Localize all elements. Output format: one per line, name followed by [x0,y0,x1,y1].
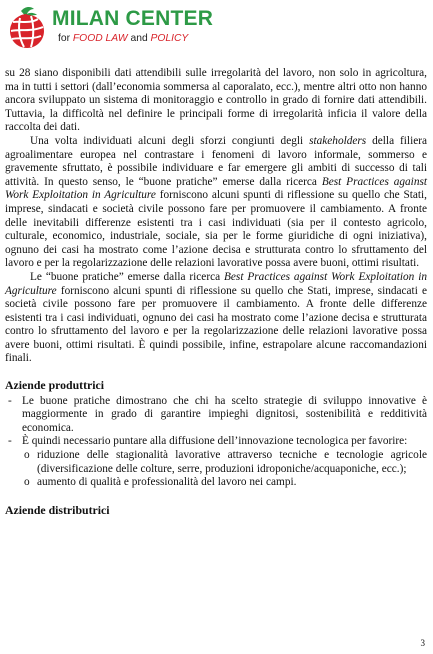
page-number: 3 [420,638,425,648]
section-heading-aziende-distributrici: Aziende distributrici [5,502,110,517]
list-item: - È quindi necessario puntare alla diffusione dell’innovazione tecnologica per favorire: o riduzione delle stagionalità lavorative attraverso tecniche e tecnologie agricole (diversificazione delle colture, serre, produzioni idroponiche/acquaponiche, ecc.); o aumento di qualità e professionalità del lavoro nei campi. [8,435,427,489]
circle-bullet: o [24,476,30,489]
section-heading-aziende-produttrici: Aziende produttrici [5,378,105,393]
sub-list-item: o riduzione delle stagionalità lavorative attraverso tecniche e tecnologie agricole (diversificazione delle colture, serre, produzioni idroponiche/acquaponiche, ecc.); [24,449,427,475]
circle-bullet: o [24,449,30,462]
logo-subtitle: for FOOD LAW and POLICY [58,33,189,44]
tomato-leaf-icon [7,5,47,51]
dash-bullet: - [8,435,12,448]
dash-bullet: - [8,394,12,407]
paragraph-3: Le “buone pratiche” emerse dalla ricerca Best Practices against Work Exploitation in Agriculture forniscono alcuni spunti di riflessione su quello che Stati, imprese, sindacati e società civile possono fare per promuovere il cambiamento. A fronte delle differenze esistenti tra i casi individuati, ognuno dei casi ha mostrato come l’azione decisa e strutturata contro lo sfruttamento del lavoro e per la regolarizzazione delle relazioni lavorative possa avere buoni, ottimi risultati. È quindi possibile, infine, estrapolare alcune raccomandazioni finali. [5,270,427,365]
list-item: - Le buone pratiche dimostrano che chi ha scelto strategie di sviluppo innovative è maggiormente in grado di garantire impieghi dignitosi, sostenibilità e redditività economica. [8,394,427,434]
paragraph-1: su 28 siano disponibili dati attendibili sulle irregolarità del lavoro, non solo in agricoltura, ma in tutti i settori (dall’economia sommersa al caporalato, ecc.), mentre altri otto non hanno ancora sviluppato un sistema di monitoraggio e controllo in grado di fornire dati attendibili. Tuttavia, la difficoltà nel definire le principali forme di irregolarità inficia il valore della raccolta dei dati. [5,67,427,134]
sub-list-item: o aumento di qualità e professionalità del lavoro nei campi. [24,476,297,489]
paragraph-2: Una volta individuati alcuni degli sforzi congiunti degli stakeholders della filiera agroalimentare europea nel contrastare i fenomeni di lavoro informale, sommerso e gravemente sfruttato, è possibile individuare e far emergere gli ambiti di successo di tali attività. In questo senso, le “buone pratiche” emerse dalla ricerca Best Practices against Work Exploitation in Agriculture forniscono alcuni spunti di riflessione su quello che Stati, imprese, sindacati e società civile possono fare per promuovere il cambiamento. A fronte delle inevitabili differenze esistenti tra i casi individuati (sia per il contesto agricolo, culturale, economico, industriale, sociale, sia per le forme giuridiche di ogni iniziativa), ognuno dei casi ha mostrato come l’azione decisa e strutturata contro lo sfruttamento del lavoro e per la regolarizzazione delle relazioni lavorative possa avere buoni, ottimi risultati. [5,134,427,270]
sub-list [22,449,427,490]
logo [7,5,214,57]
recommendations-list [5,395,427,490]
logo-title: MILAN CENTER [52,7,214,30]
document-body [5,67,427,517]
